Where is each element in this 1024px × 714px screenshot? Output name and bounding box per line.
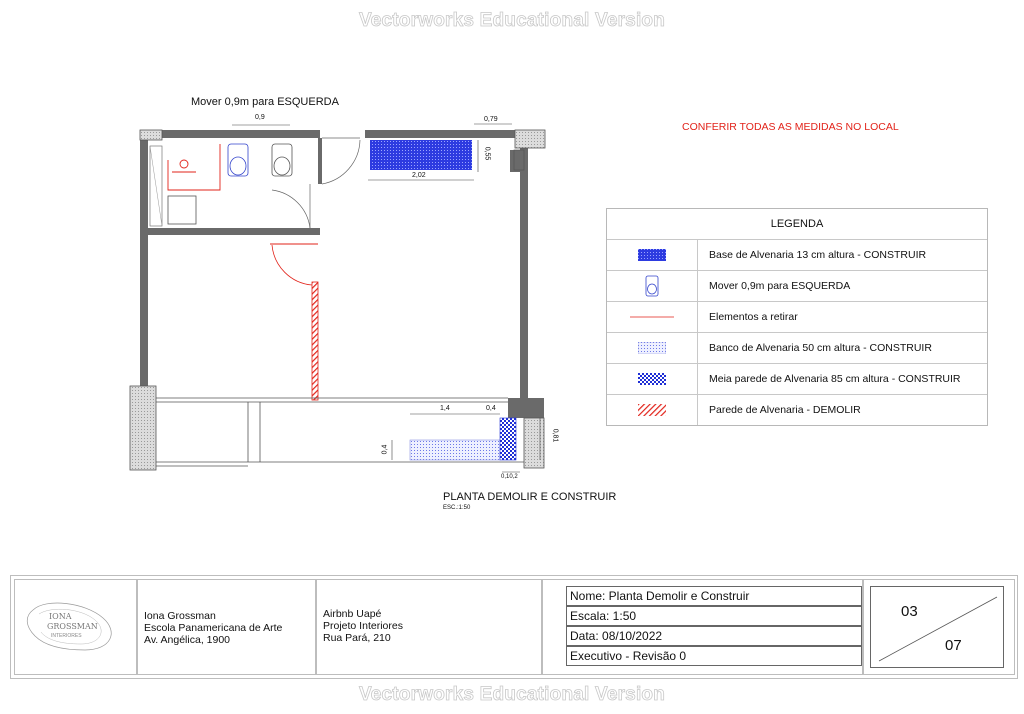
- legend-row: [607, 301, 987, 332]
- half-wall: [500, 418, 516, 460]
- watermark-bottom: Vectorworks Educational Version: [358, 684, 666, 705]
- legend-table: [606, 208, 988, 426]
- exterior-walls: [140, 130, 544, 418]
- legend-row: [607, 394, 987, 425]
- watermark-top: Vectorworks Educational Version: [358, 10, 666, 31]
- page-divider-line: [871, 587, 1003, 667]
- project-type: Projeto Interiores: [323, 620, 403, 632]
- dim-1-4: 1,4: [440, 405, 450, 412]
- dim-0-79: 0,79: [484, 116, 498, 123]
- legend-label: Elementos a retirar: [709, 311, 798, 323]
- legend-label: Meia parede de Alvenaria 85 cm altura - CONSTRUIR: [709, 373, 961, 385]
- elements-to-remove: [168, 144, 220, 190]
- toilet-icon: [645, 275, 659, 297]
- drawing-title: PLANTA DEMOLIR E CONSTRUIR: [443, 491, 617, 503]
- demolish-wall: [312, 282, 318, 400]
- author-school: Escola Panamericana de Arte: [144, 622, 283, 634]
- legend-row: [607, 239, 987, 270]
- page-total: 07: [945, 637, 962, 654]
- dim-0-55: 0,55: [483, 146, 491, 161]
- dim-2-02: 2,02: [412, 172, 426, 179]
- masonry-bench: [410, 440, 500, 460]
- legend-row: [607, 332, 987, 363]
- dense-blue-hatch-swatch: [638, 249, 666, 261]
- masonry-base: [370, 140, 472, 170]
- light-blue-dots-swatch: [638, 342, 666, 354]
- project-address: Rua Pará, 210: [323, 632, 391, 644]
- sheet-name: Nome: Planta Demolir e Construir: [566, 586, 862, 606]
- legend-label: Base de Alvenaria 13 cm altura - CONSTRUIR: [709, 249, 927, 261]
- legend-header: [607, 209, 987, 239]
- red-diagonal-hatch-swatch: [638, 404, 666, 416]
- logo-line-1: IONA: [49, 612, 72, 621]
- author-address: Av. Angélica, 1900: [144, 634, 231, 646]
- logo-line-3: INTERIORES: [51, 633, 82, 639]
- dim-bottom: 0,10,2: [501, 474, 518, 480]
- sheet-phase: Executivo - Revisão 0: [566, 646, 862, 666]
- dim-0-4-left: 0,4: [381, 444, 389, 455]
- logo-line-2: GROSSMAN: [47, 622, 98, 631]
- sheet-info-cell: [542, 579, 863, 675]
- legend-label: Parede de Alvenaria - DEMOLIR: [709, 404, 861, 416]
- page-number-box: [870, 586, 1004, 668]
- blue-checker-swatch: [638, 373, 666, 385]
- legend-label: Mover 0,9m para ESQUERDA: [709, 280, 851, 292]
- red-line-swatch: [630, 315, 674, 319]
- page-number-cell: [863, 579, 1015, 675]
- bathroom-fixtures: [168, 144, 292, 224]
- dim-0-81: 0,81: [551, 428, 559, 443]
- check-measures-note: CONFERIR TODAS AS MEDIDAS NO LOCAL: [682, 121, 899, 133]
- author-name: Iona Grossman: [144, 610, 216, 622]
- author-cell: [137, 579, 316, 675]
- legend-title: LEGENDA: [770, 218, 824, 230]
- project-cell: [316, 579, 542, 675]
- dim-0-9: 0,9: [255, 114, 265, 121]
- project-name: Airbnb Uapé: [323, 608, 382, 620]
- title-block: [10, 575, 1018, 679]
- sheet-date: Data: 08/10/2022: [566, 626, 862, 646]
- legend-label: Banco de Alvenaria 50 cm altura - CONSTRUIR: [709, 342, 932, 354]
- drawing-scale: ESC.:1:50: [443, 505, 471, 511]
- dim-0-4-top: 0,4: [486, 405, 496, 412]
- sheet-scale: Escala: 1:50: [566, 606, 862, 626]
- move-note: Mover 0,9m para ESQUERDA: [191, 96, 339, 108]
- legend-row: [607, 363, 987, 394]
- logo-cell: [14, 579, 137, 675]
- door-swings: [272, 138, 360, 228]
- page-current: 03: [901, 603, 918, 620]
- legend-row: [607, 270, 987, 301]
